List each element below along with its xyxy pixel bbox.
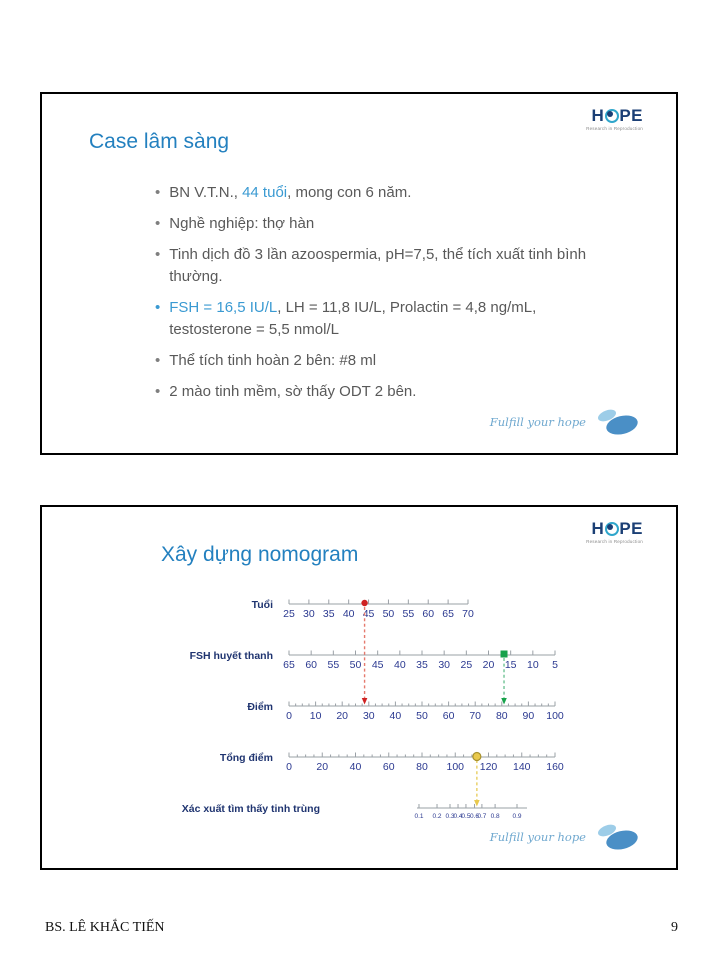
axis-label-points: Điểm — [247, 701, 273, 713]
axis-label-fsh: FSH huyết thanh — [189, 650, 273, 662]
tick-label: 160 — [546, 761, 564, 773]
marker-fsh-icon — [501, 651, 508, 658]
slide2-title: Xây dựng nomogram — [161, 543, 359, 566]
hope-eye-pupil-icon — [607, 111, 613, 117]
tick-label: 30 — [303, 608, 315, 620]
tick-label: 15 — [504, 659, 517, 671]
tick-label: 0.8 — [490, 813, 500, 820]
tagline-text: Fulfill your hope — [489, 415, 586, 429]
leaf-logo-icon — [594, 822, 640, 852]
hope-logo-pe: PE — [619, 106, 643, 125]
slide1-title: Case lâm sàng — [89, 130, 230, 153]
bullet-text: 2 mào tinh mềm, sờ thấy ODT 2 bên. — [169, 383, 417, 400]
tick-label: 0.6 — [470, 813, 480, 820]
tick-label: 100 — [446, 761, 465, 773]
tick-label: 0.4 — [453, 813, 463, 820]
tick-label: 90 — [522, 710, 535, 722]
tick-label: 60 — [422, 608, 435, 620]
hope-logo-word — [592, 520, 643, 537]
hope-logo — [586, 520, 643, 544]
tick-label: 35 — [322, 608, 335, 620]
tick-label: 65 — [442, 608, 454, 620]
tick-label: 5 — [552, 659, 558, 671]
hope-logo-subtitle: Research in Reproduction — [586, 538, 643, 544]
bullet-item — [155, 350, 600, 372]
axis-label-age: Tuổi — [251, 599, 273, 611]
tick-label: 45 — [371, 659, 384, 671]
tick-label: 140 — [512, 761, 531, 773]
tick-label: 0 — [286, 761, 292, 773]
tick-label: 0 — [286, 710, 292, 722]
tick-label: 50 — [349, 659, 362, 671]
hope-logo-h: H — [591, 106, 605, 125]
bullet-dot-icon: • — [155, 215, 161, 232]
tick-label: 20 — [316, 761, 329, 773]
bullet-dot-icon: • — [155, 299, 161, 316]
tick-label: 40 — [393, 659, 406, 671]
hope-logo-word — [592, 107, 643, 124]
tick-label: 40 — [342, 608, 355, 620]
hope-logo-pe: PE — [619, 519, 643, 538]
axis-label-total: Tổng điểm — [219, 752, 273, 764]
tick-label: 0.3 — [445, 813, 455, 820]
tick-label: 40 — [349, 761, 362, 773]
leaf-logo-icon — [594, 407, 640, 437]
tick-label: 10 — [309, 710, 322, 722]
tick-label: 60 — [442, 710, 455, 722]
axis-label-prob: Xác xuất tìm thấy tinh trùng — [181, 803, 320, 815]
tick-label: 100 — [546, 710, 564, 722]
bullet-dot-icon: • — [155, 184, 161, 201]
tick-label: 70 — [469, 710, 482, 722]
tick-label: 0.2 — [432, 813, 442, 820]
footer-author: BS. LÊ KHẮC TIẾN — [45, 920, 165, 935]
bullet-item — [155, 182, 600, 204]
bullet-text: FSH = 16,5 IU/L, LH = 11,8 IU/L, Prolactin = 4,8 ng/mL, testosterone = 5,5 nmol/L — [169, 299, 537, 338]
bullet-text: Nghề nghiệp: thợ hàn — [169, 215, 315, 232]
nomogram-chart — [102, 582, 622, 827]
hope-eye-icon — [605, 522, 619, 536]
bullet-item — [155, 213, 600, 235]
tagline-text: Fulfill your hope — [489, 830, 586, 844]
hope-eye-icon — [605, 109, 619, 123]
marker-age-icon — [361, 600, 367, 606]
bullet-item — [155, 381, 600, 403]
slide-nomogram — [40, 505, 678, 870]
tick-label: 30 — [438, 659, 451, 671]
hope-logo-h: H — [591, 519, 605, 538]
tick-label: 0.7 — [477, 813, 487, 820]
tick-label: 25 — [283, 608, 295, 620]
bullet-list — [155, 182, 600, 412]
bullet-dot-icon: • — [155, 352, 161, 369]
tagline — [490, 407, 640, 437]
tick-label: 50 — [382, 608, 395, 620]
bullet-item — [155, 244, 600, 288]
bullet-dot-icon: • — [155, 383, 161, 400]
tick-label: 20 — [482, 659, 495, 671]
tick-label: 45 — [362, 608, 375, 620]
tick-label: 35 — [416, 659, 428, 671]
page-number: 9 — [671, 920, 678, 935]
tick-label: 0.1 — [414, 813, 424, 820]
tick-label: 50 — [416, 710, 428, 722]
footer — [45, 920, 678, 936]
tick-label: 80 — [495, 710, 508, 722]
tick-label: 60 — [305, 659, 318, 671]
hope-logo-subtitle: Research in Reproduction — [586, 125, 643, 131]
bullet-item — [155, 297, 600, 341]
tick-label: 0.9 — [512, 813, 522, 820]
tick-label: 65 — [283, 659, 295, 671]
tick-label: 25 — [460, 659, 473, 671]
slide-case-lam-sang — [40, 92, 678, 455]
tick-label: 120 — [479, 761, 498, 773]
tagline — [490, 822, 640, 852]
bullet-dot-icon: • — [155, 246, 161, 263]
tick-label: 30 — [362, 710, 375, 722]
marker-total-icon — [473, 753, 481, 761]
tick-label: 20 — [336, 710, 349, 722]
tick-label: 40 — [389, 710, 402, 722]
tick-label: 55 — [327, 659, 340, 671]
tick-label: 55 — [402, 608, 415, 620]
tick-label: 10 — [526, 659, 539, 671]
bullet-text: BN V.T.N., 44 tuổi, mong con 6 năm. — [169, 184, 412, 201]
hope-logo — [586, 107, 643, 131]
tick-label: 70 — [462, 608, 474, 620]
tick-label: 60 — [382, 761, 395, 773]
hope-eye-pupil-icon — [607, 524, 613, 530]
bullet-text: Thể tích tinh hoàn 2 bên: #8 ml — [169, 352, 377, 369]
tick-label: 80 — [416, 761, 428, 773]
tick-label: 0.5 — [461, 813, 471, 820]
bullet-text: Tinh dịch đồ 3 lần azoospermia, pH=7,5, thể tích xuất tinh bình thường. — [169, 246, 587, 285]
